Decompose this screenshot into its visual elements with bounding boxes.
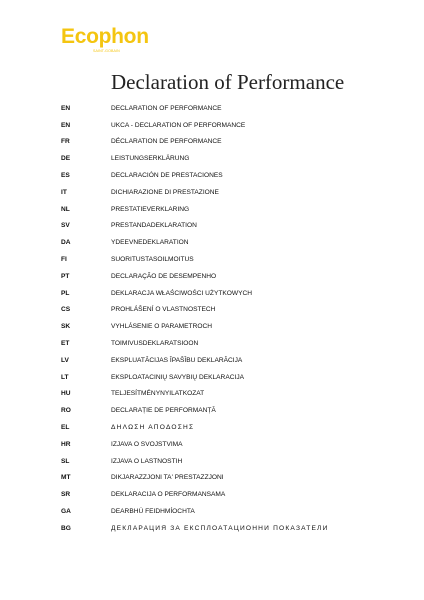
language-row [61, 402, 391, 419]
declaration-text: IZJAVA O LASTNOSTIH [111, 457, 183, 465]
language-row [61, 268, 391, 285]
language-code: SR [61, 491, 71, 499]
language-row [61, 486, 391, 503]
language-row [61, 386, 391, 403]
declaration-text: ДЕКЛАРАЦИЯ ЗА ЕКСПЛОАТАЦИОННИ ПОКАЗАТЕЛИ [111, 524, 329, 532]
declaration-text: TELJESÍTMÉNYNYILATKOZAT [111, 390, 205, 398]
language-code: PT [61, 272, 70, 280]
language-code: RO [61, 407, 71, 415]
language-code: EN [61, 121, 71, 129]
logo-subtitle: SAINT-GOBAIN [93, 49, 120, 53]
language-code: HU [61, 390, 71, 398]
declaration-text: LEISTUNGSERKLÄRUNG [111, 155, 190, 163]
language-row [61, 503, 391, 520]
declaration-text: DECLARAÇÃO DE DESEMPENHO [111, 272, 217, 280]
declaration-text: VYHLÁSENIE O PARAMETROCH [111, 323, 213, 331]
declaration-text: SUORITUSTASOILMOITUS [111, 256, 194, 264]
language-row [61, 318, 391, 335]
language-row [61, 520, 391, 537]
language-row [61, 251, 391, 268]
declaration-text: DEKLARACIJA O PERFORMANSAMA [111, 491, 226, 499]
language-row [61, 184, 391, 201]
language-code: GA [61, 508, 71, 516]
language-row [61, 369, 391, 386]
language-row [61, 117, 391, 134]
language-code: CS [61, 306, 71, 314]
language-code: LT [61, 373, 69, 381]
declaration-text: TOIMIVUSDEKLARATSIOON [111, 340, 199, 348]
language-code: SL [61, 457, 70, 465]
declaration-text: DEARBHÚ FEIDHMÍOCHTA [111, 508, 195, 516]
language-row [61, 134, 391, 151]
declaration-text: UKCA - DECLARATION OF PERFORMANCE [111, 121, 246, 129]
language-code: DA [61, 239, 71, 247]
declaration-text: DICHIARAZIONE DI PRESTAZIONE [111, 188, 219, 196]
language-code: SK [61, 323, 71, 331]
language-row [61, 453, 391, 470]
declaration-text: EKSPLOATACINIŲ SAVYBIŲ DEKLARACIJA [111, 373, 245, 381]
language-row [61, 470, 391, 487]
declaration-text: YDEEVNEDEKLARATION [111, 239, 189, 247]
language-code: EN [61, 104, 71, 112]
language-row [61, 436, 391, 453]
logo-wordmark: Ecophon [61, 25, 149, 48]
ecophon-logo [61, 25, 149, 53]
language-row [61, 352, 391, 369]
language-row [61, 234, 391, 251]
declaration-text: PRESTATIEVERKLARING [111, 205, 190, 213]
language-code: ET [61, 340, 70, 348]
language-code: FI [61, 256, 67, 264]
language-code: PL [61, 289, 70, 297]
language-row [61, 150, 391, 167]
declaration-text: DÉCLARATION DE PERFORMANCE [111, 138, 222, 146]
language-code: ES [61, 172, 70, 180]
language-row [61, 335, 391, 352]
language-row [61, 201, 391, 218]
language-code: FR [61, 138, 70, 146]
language-code: LV [61, 356, 69, 364]
declaration-text: PRESTANDADEKLARATION [111, 222, 197, 230]
language-code: DE [61, 155, 71, 163]
declaration-text: DECLARACIÓN DE PRESTACIONES [111, 172, 223, 180]
declaration-text: IZJAVA O SVOJSTVIMA [111, 440, 183, 448]
language-row [61, 302, 391, 319]
language-code: MT [61, 474, 71, 482]
declaration-text: DIKJARAZZJONI TA' PRESTAZZJONI [111, 474, 224, 482]
language-code: NL [61, 205, 70, 213]
language-row [61, 100, 391, 117]
language-row [61, 218, 391, 235]
language-code: SV [61, 222, 70, 230]
language-row [61, 167, 391, 184]
declaration-text: EKSPLUATĀCIJAS ĪPAŠĪBU DEKLARĀCIJA [111, 356, 243, 364]
language-code: IT [61, 188, 67, 196]
language-list [61, 100, 391, 537]
language-code: BG [61, 524, 71, 532]
declaration-text: DEKLARACJA WŁAŚCIWOŚCI UŻYTKOWYCH [111, 289, 253, 297]
declaration-text: DECLARATION OF PERFORMANCE [111, 104, 222, 112]
language-code: EL [61, 424, 70, 432]
declaration-text: DECLARAȚIE DE PERFORMANȚĂ [111, 407, 216, 415]
language-code: HR [61, 440, 71, 448]
language-row [61, 285, 391, 302]
declaration-text: ΔΗΛΩΣΗ ΑΠΟΔΟΣΗΣ [111, 424, 195, 432]
language-row [61, 419, 391, 436]
declaration-text: PROHLÁŠENÍ O VLASTNOSTECH [111, 306, 216, 314]
page-title: Declaration of Performance [111, 70, 345, 94]
